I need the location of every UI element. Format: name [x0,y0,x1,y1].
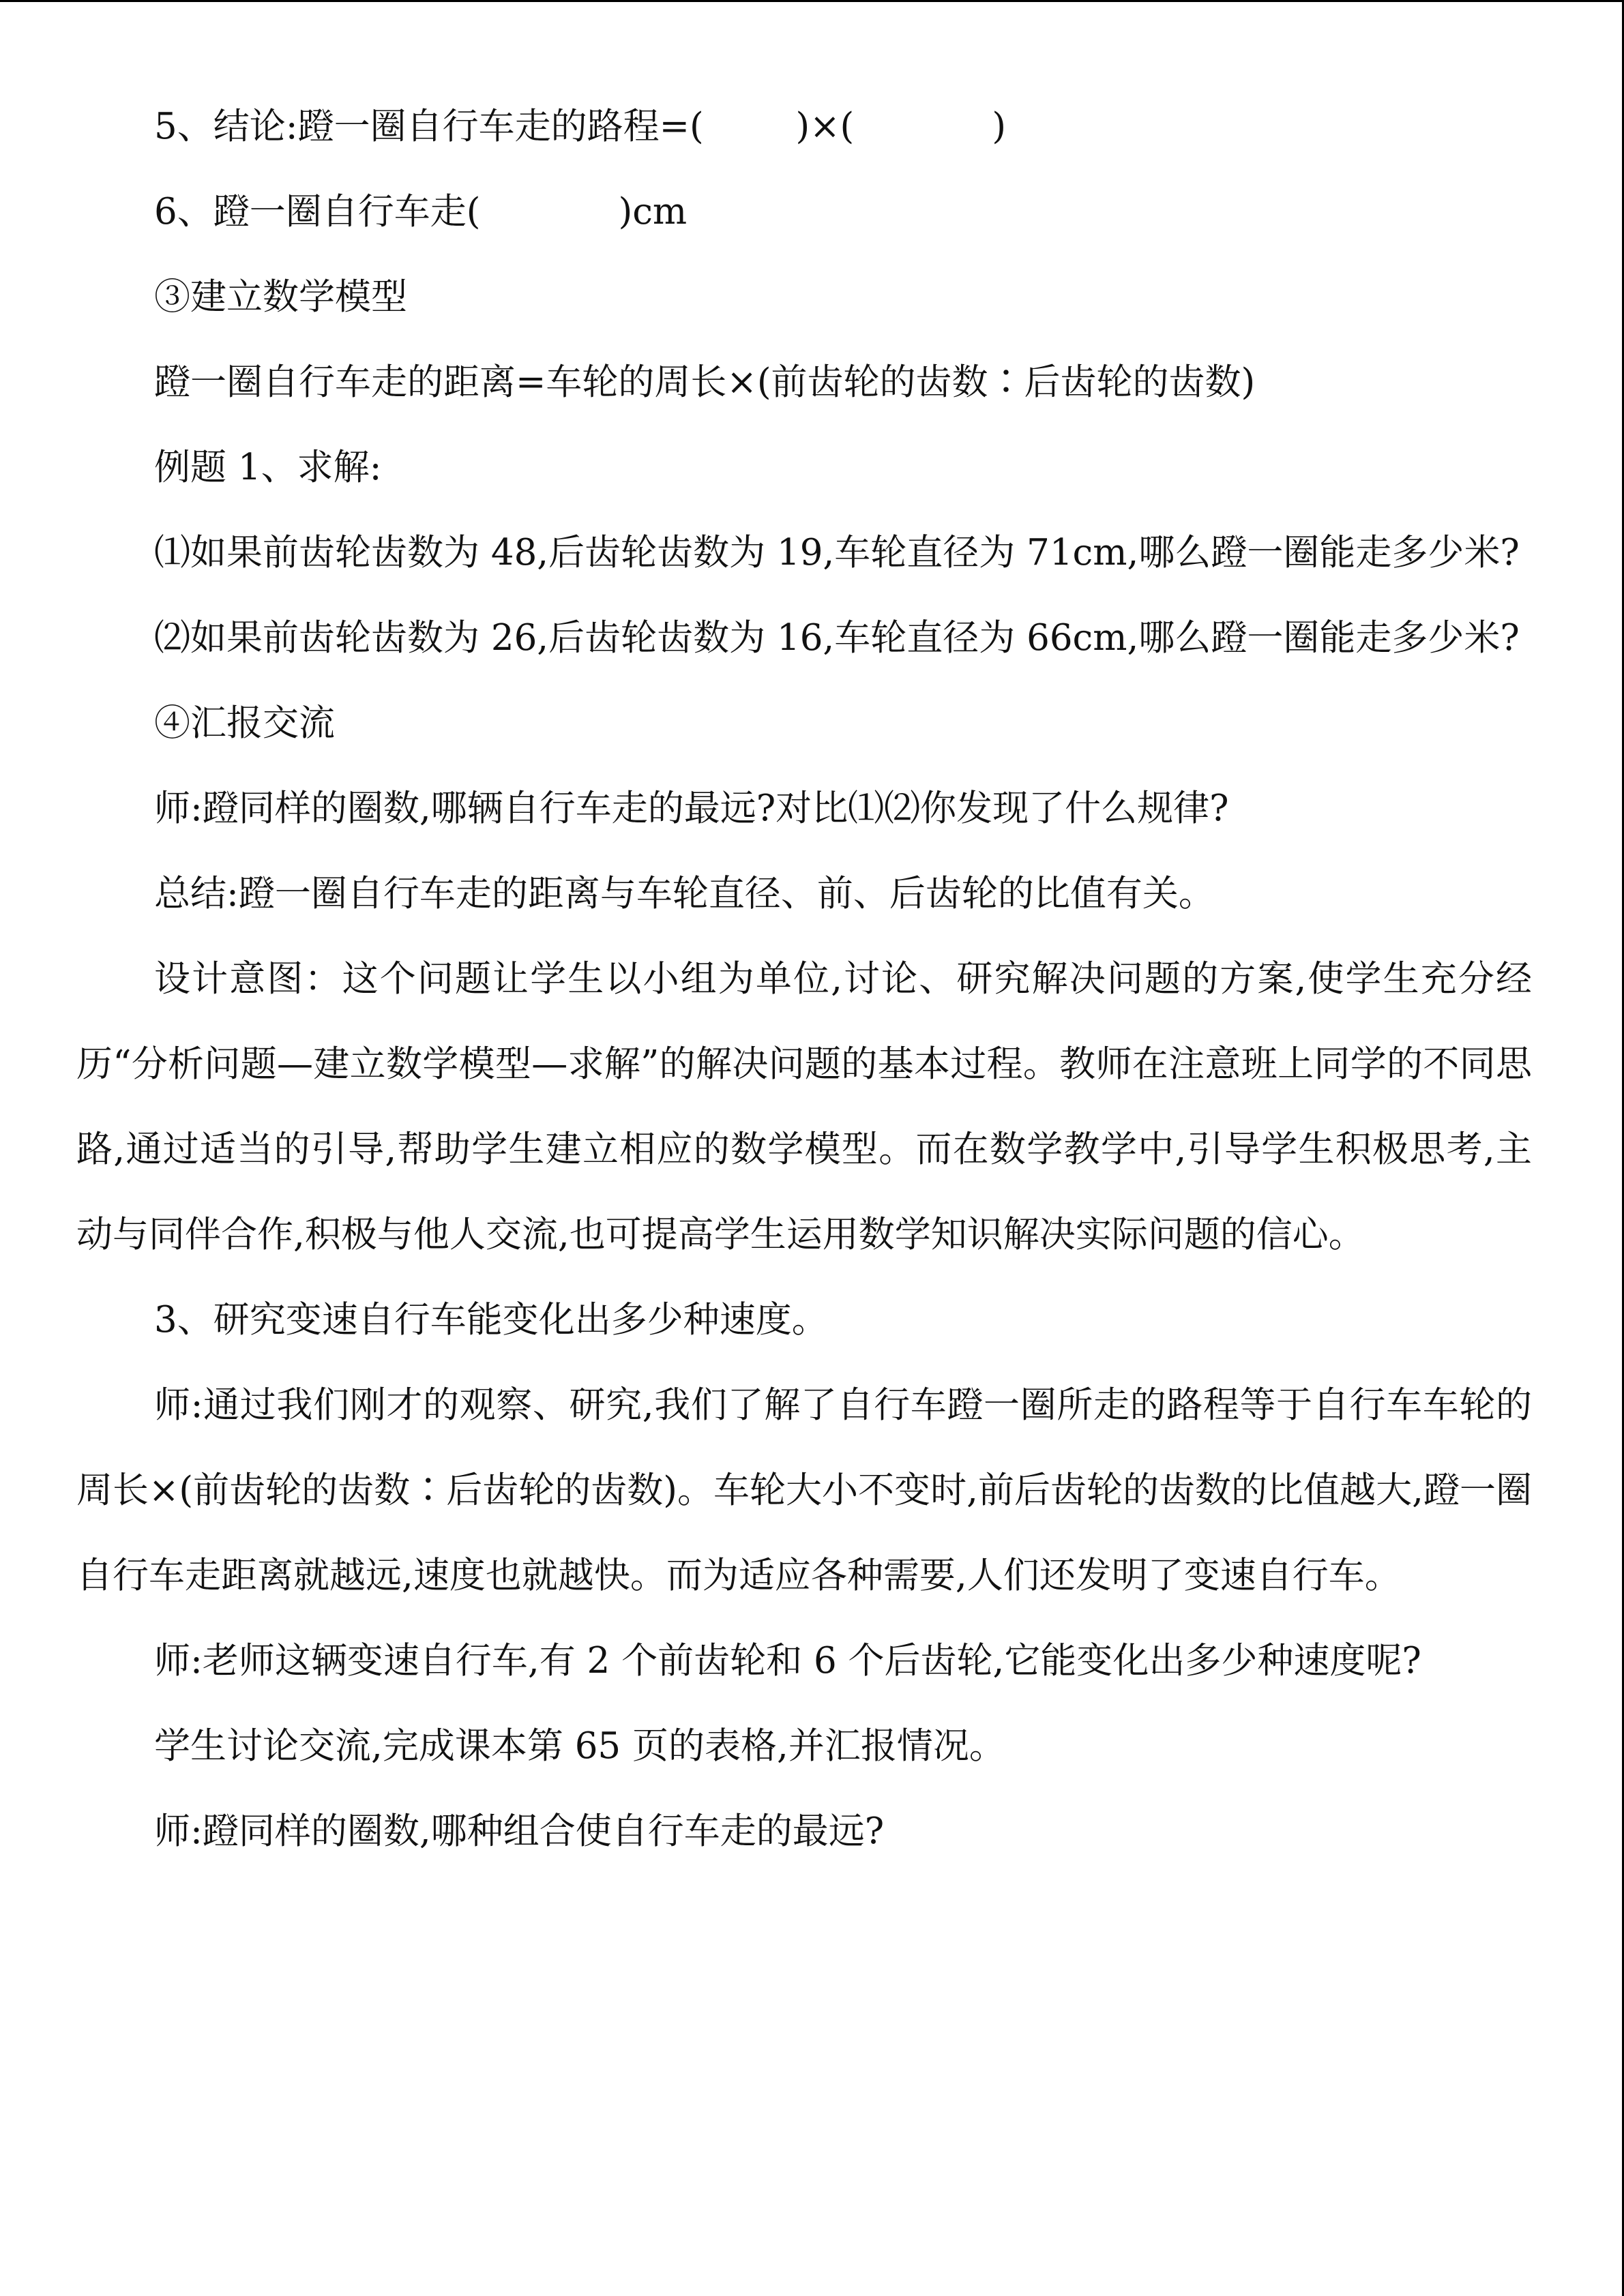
teacher-question-compare: 师:蹬同样的圈数,哪辆自行车走的最远?对比⑴⑵你发现了什么规律? [154,788,1229,829]
conclusion-formula-line: 5、结论:蹬一圈自行车走的路程=( )×( ) [154,106,1007,147]
section-heading-report: ④汇报交流 [154,702,335,744]
teacher-question-gears: 师:老师这辆变速自行车,有 2 个前齿轮和 6 个后齿轮,它能变化出多少种速度呢? [154,1640,1421,1682]
section-heading-model: ③建立数学模型 [154,276,407,318]
example-heading: 例题 1、求解: [154,447,382,488]
student-activity-line: 学生讨论交流,完成课本第 65 页的表格,并汇报情况。 [154,1725,1005,1767]
summary-paragraph: 总结:蹬一圈自行车走的距离与车轮直径、前、后齿轮的比值有关。 [154,873,1215,914]
example-question-2: ⑵如果前齿轮齿数为 26,后齿轮齿数为 16,车轮直径为 66cm,哪么蹬一圈能走多少米? [154,617,1520,659]
design-intent-paragraph: 设计意图：这个问题让学生以小组为单位,讨论、研究解决问题的方案,使学生充分经历“分析问题—建立数学模型—求解”的解决问题的基本过程。教师在注意班上同学的不同思路,通过适当的引导,帮助学生建立相应的数学模型。而在数学教学中,引导学生积极思考,主动与同伴合作,积极与他人交流,也可提高学生运用数学知识解决实际问题的信心。 [76,958,1532,1255]
example-question-1: ⑴如果前齿轮齿数为 48,后齿轮齿数为 19,车轮直径为 71cm,哪么蹬一圈能走多少米? [154,532,1520,573]
document-body [76,84,1532,1874]
section-heading-variable-speed: 3、研究变速自行车能变化出多少种速度。 [154,1299,828,1341]
model-formula: 蹬一圈自行车走的距离=车轮的周长×(前齿轮的齿数∶后齿轮的齿数) [154,361,1256,403]
teacher-explanation-paragraph: 师:通过我们刚才的观察、研究,我们了解了自行车蹬一圈所走的路程等于自行车车轮的周长×(前齿轮的齿数∶后齿轮的齿数)。车轮大小不变时,前后齿轮的齿数的比值越大,蹬一圈自行车走距离就越远,速度也就越快。而为适应各种需要,人们还发明了变速自行车。 [76,1384,1532,1596]
distance-answer-line: 6、蹬一圈自行车走( )cm [154,191,688,233]
teacher-question-combination: 师:蹬同样的圈数,哪种组合使自行车走的最远? [154,1810,885,1852]
